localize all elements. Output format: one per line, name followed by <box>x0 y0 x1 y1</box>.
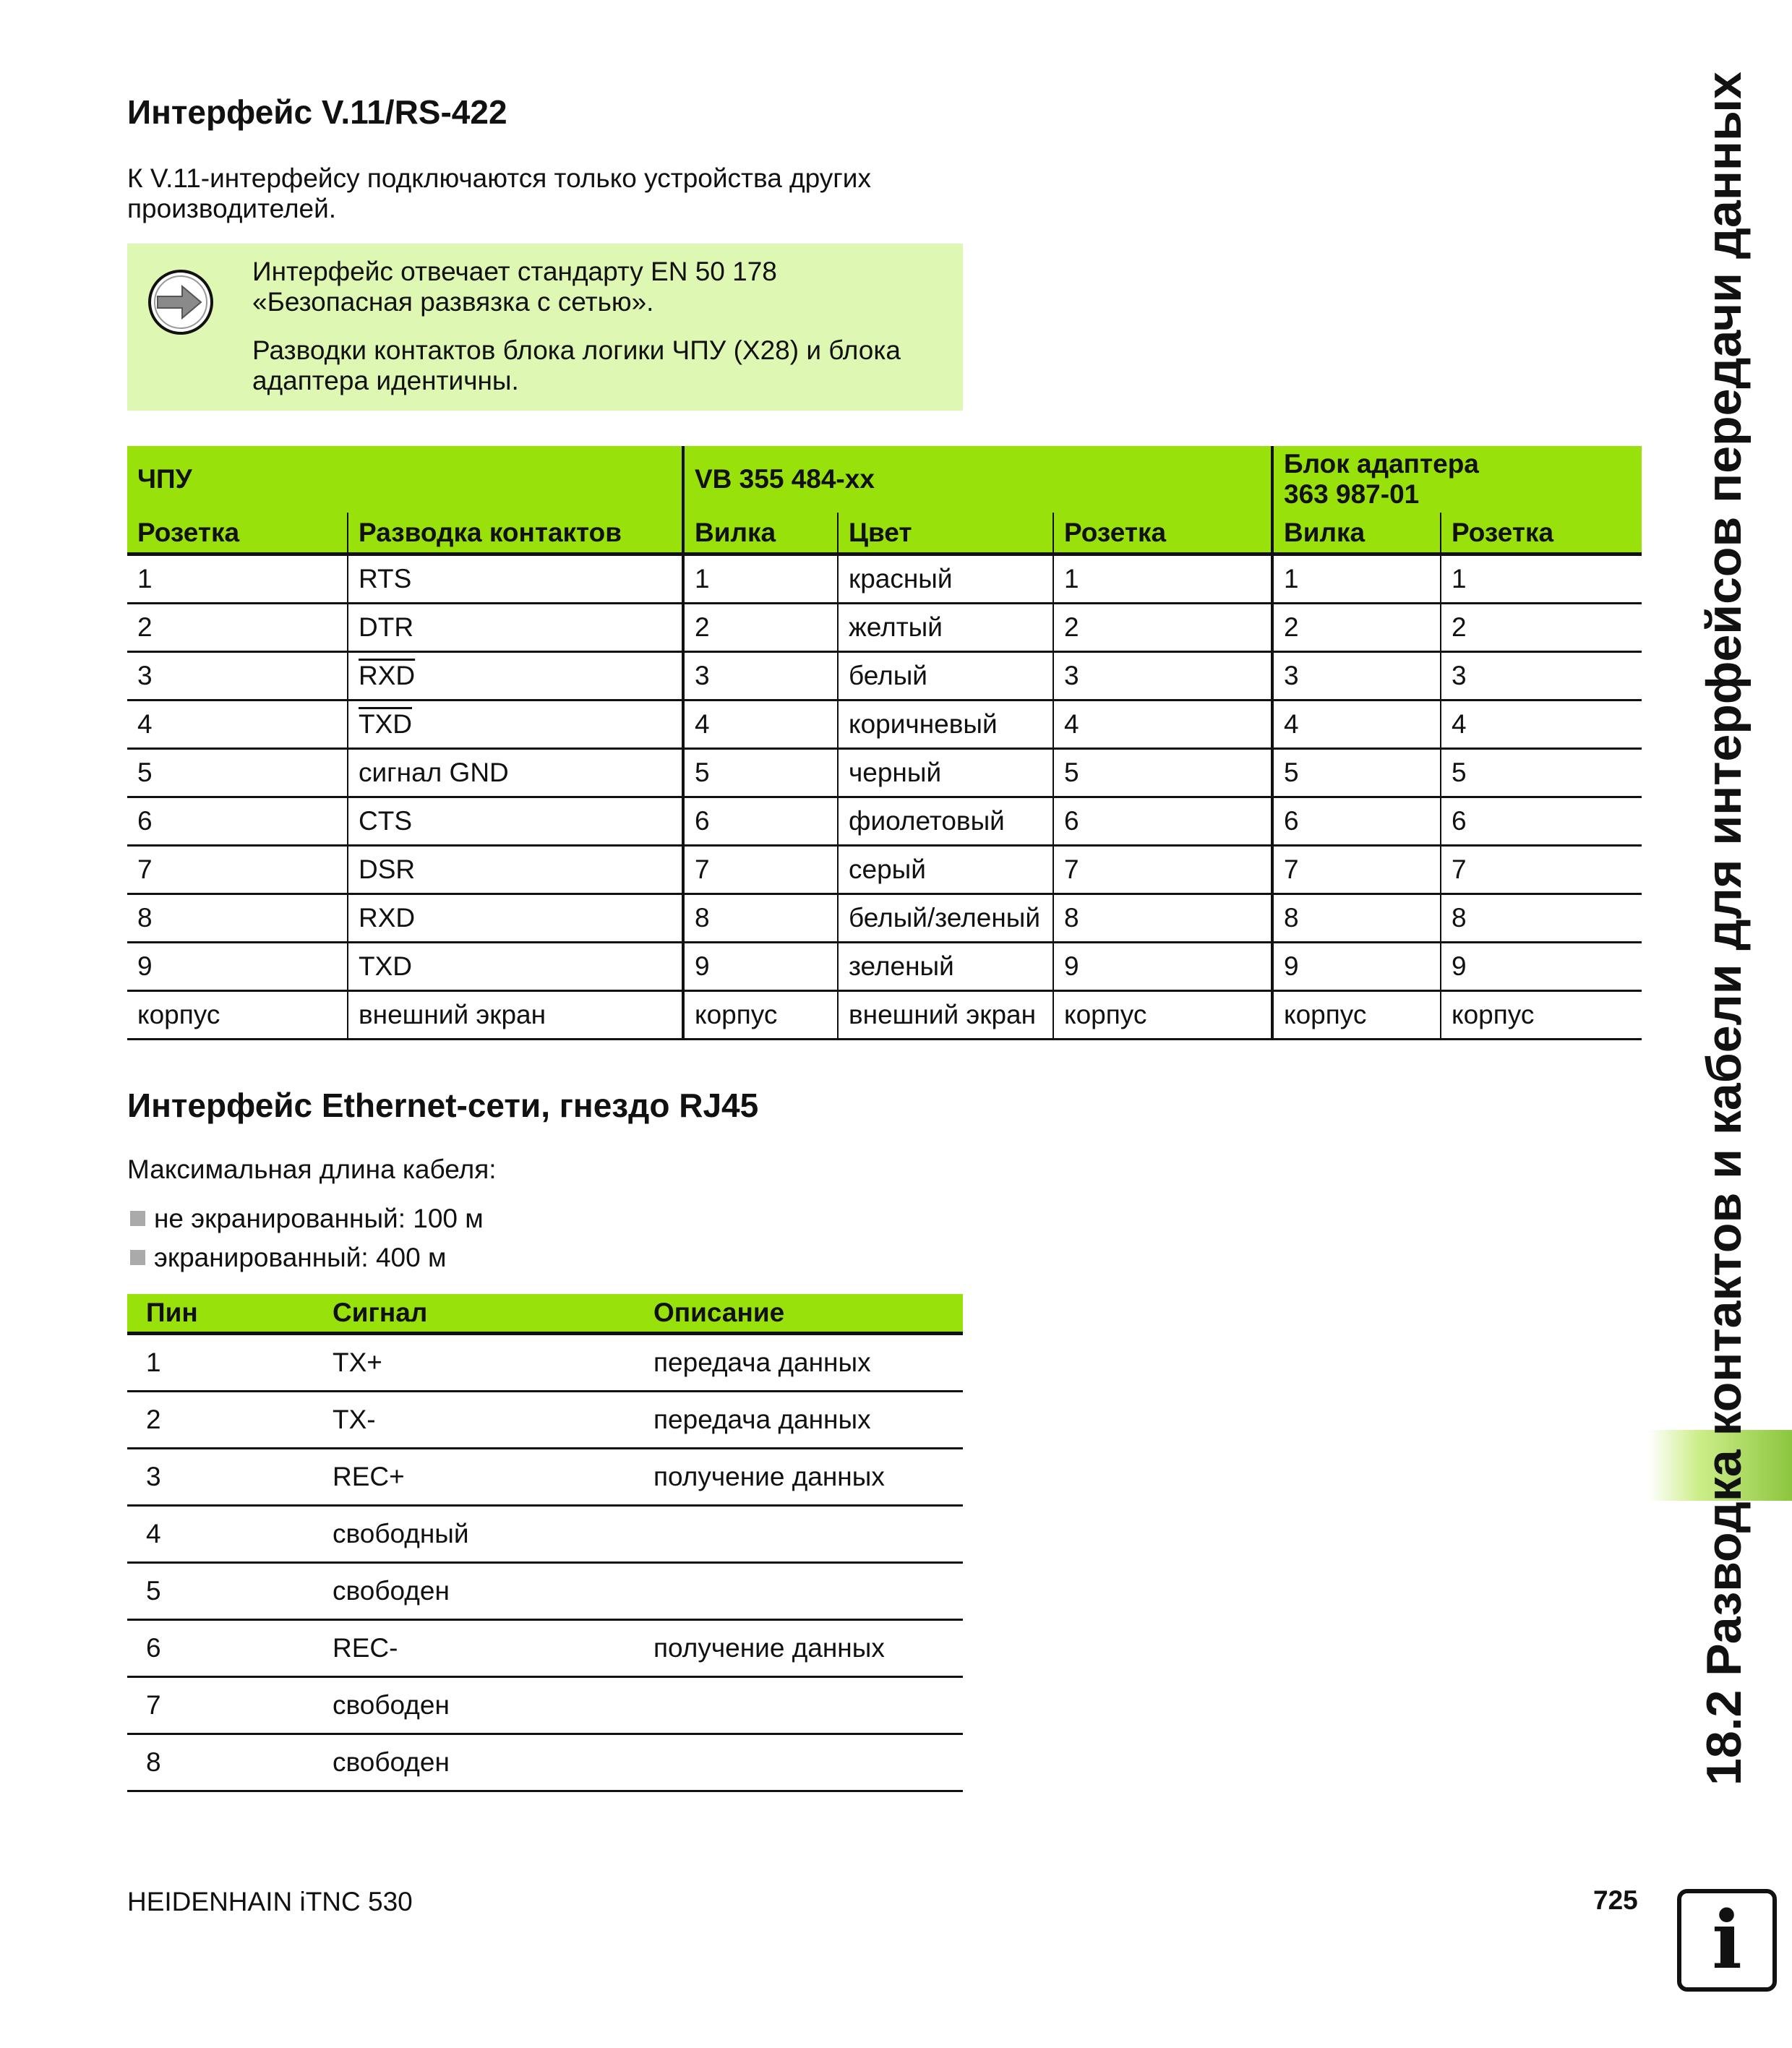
table-cell: 4 <box>1053 700 1272 749</box>
table-cell: белый/зеленый <box>838 894 1053 943</box>
table-row <box>127 991 1642 1040</box>
table-cell: передача данных <box>643 1392 963 1449</box>
table-cell: RXD <box>348 894 683 943</box>
table-cell: 5 <box>1272 749 1441 797</box>
table-cell: 1 <box>127 1334 322 1392</box>
table-cell: 8 <box>683 894 838 943</box>
table-cell: 7 <box>683 846 838 894</box>
table-cell: TXD <box>348 943 683 991</box>
table-cell: 4 <box>127 1506 322 1563</box>
section1-intro: К V.11-интерфейсу подключаются только устройства других производителей. <box>127 163 871 223</box>
section2-title: Интерфейс Ethernet-сети, гнездо RJ45 <box>127 1087 759 1124</box>
table-cell: передача данных <box>643 1334 963 1392</box>
table-row <box>127 749 1642 797</box>
table-cell: свободный <box>322 1506 643 1563</box>
bullet-square-icon <box>130 1211 145 1226</box>
table-cell: 6 <box>1272 797 1441 846</box>
bullet-item: не экранированный: 100 м <box>130 1204 484 1234</box>
table-cell: 4 <box>1441 700 1642 749</box>
table-cell: 9 <box>127 943 348 991</box>
table-cell <box>643 1734 963 1791</box>
table-cell: 3 <box>1272 652 1441 700</box>
table-cell: 5 <box>683 749 838 797</box>
col-plug-2: Вилка <box>1272 513 1441 554</box>
table-cell: свободен <box>322 1677 643 1734</box>
table-row <box>127 1563 963 1620</box>
table-cell: 9 <box>1053 943 1272 991</box>
table-row <box>127 604 1642 652</box>
table-cell: 5 <box>1441 749 1642 797</box>
table-row <box>127 1392 963 1449</box>
note-paragraph-2: Разводки контактов блока логики ЧПУ (X28) и блока адаптера идентичны. <box>252 335 901 395</box>
table-cell: 6 <box>1441 797 1642 846</box>
table-cell: 6 <box>127 797 348 846</box>
table-cell: белый <box>838 652 1053 700</box>
table-cell <box>643 1506 963 1563</box>
table-cell: зеленый <box>838 943 1053 991</box>
table-cell: CTS <box>348 797 683 846</box>
table-cell: $\overline{TXD}$ <box>348 700 683 749</box>
table-row <box>127 1449 963 1506</box>
footer-product: HEIDENHAIN iTNC 530 <box>127 1887 413 1916</box>
table-cell: 4 <box>683 700 838 749</box>
col-plug: Вилка <box>683 513 838 554</box>
table-cell: 6 <box>1053 797 1272 846</box>
table-cell: 7 <box>1053 846 1272 894</box>
table-cell: желтый <box>838 604 1053 652</box>
header-vb-cable: VB 355 484-xx <box>683 446 1272 513</box>
col-socket-2: Розетка <box>1053 513 1272 554</box>
table-cell: корпус <box>1053 991 1272 1040</box>
table-cell: корпус <box>127 991 348 1040</box>
table-cell: $\overline{RXD}$ <box>348 652 683 700</box>
col-socket-3: Розетка <box>1441 513 1642 554</box>
table-cell: корпус <box>1272 991 1441 1040</box>
table-cell: REC+ <box>322 1449 643 1506</box>
table-row <box>127 894 1642 943</box>
rj45-pinout-table <box>127 1294 963 1792</box>
table-cell: 8 <box>1053 894 1272 943</box>
table-cell: 3 <box>683 652 838 700</box>
table-cell: DSR <box>348 846 683 894</box>
table-row <box>127 700 1642 749</box>
table-cell: 5 <box>127 1563 322 1620</box>
info-icon: i <box>1677 1889 1777 1992</box>
table-cell: 4 <box>127 700 348 749</box>
table-row <box>127 1334 963 1392</box>
table-cell: 8 <box>1272 894 1441 943</box>
table-cell <box>643 1677 963 1734</box>
table-cell: RTS <box>348 554 683 604</box>
table-row <box>127 1734 963 1791</box>
table-cell: 7 <box>127 1677 322 1734</box>
table-cell: 7 <box>1441 846 1642 894</box>
table-cell <box>643 1563 963 1620</box>
table-cell: черный <box>838 749 1053 797</box>
table-cell: 6 <box>127 1620 322 1677</box>
bullet-square-icon <box>130 1250 145 1265</box>
section1-title: Интерфейс V.11/RS-422 <box>127 93 507 131</box>
table-cell: TX+ <box>322 1334 643 1392</box>
arrow-right-icon <box>147 269 214 335</box>
header-cnc: ЧПУ <box>137 464 192 494</box>
header-adapter: Блок адаптера 363 987-01 <box>1272 446 1642 513</box>
table-cell: 9 <box>1272 943 1441 991</box>
table-cell: 2 <box>127 604 348 652</box>
table-cell: фиолетовый <box>838 797 1053 846</box>
table-cell: 6 <box>683 797 838 846</box>
rs422-pinout-table <box>127 446 1642 1040</box>
table-cell: внешний экран <box>348 991 683 1040</box>
table-cell: сигнал GND <box>348 749 683 797</box>
table-cell: 1 <box>127 554 348 604</box>
table-cell: 1 <box>1272 554 1441 604</box>
table-cell: корпус <box>683 991 838 1040</box>
table-cell: 2 <box>1053 604 1272 652</box>
col-pin: Пин <box>146 1298 198 1327</box>
table-cell: REC- <box>322 1620 643 1677</box>
table-row <box>127 1506 963 1563</box>
table-cell: 3 <box>1441 652 1642 700</box>
table-cell: внешний экран <box>838 991 1053 1040</box>
table-cell: 2 <box>1272 604 1441 652</box>
table-cell: получение данных <box>643 1620 963 1677</box>
table-cell: DTR <box>348 604 683 652</box>
col-socket: Розетка <box>137 517 240 547</box>
note-box <box>127 244 963 411</box>
table-row <box>127 943 1642 991</box>
table-cell: 2 <box>683 604 838 652</box>
table-row <box>127 1677 963 1734</box>
table-cell: 5 <box>127 749 348 797</box>
table-cell: 7 <box>127 846 348 894</box>
table-cell: свободен <box>322 1563 643 1620</box>
table-cell: 1 <box>1441 554 1642 604</box>
table-cell: серый <box>838 846 1053 894</box>
note-paragraph-1: Интерфейс отвечает стандарту EN 50 178 «Безопасная развязка с сетью». <box>252 257 777 317</box>
table-cell: 7 <box>1272 846 1441 894</box>
table-cell: 9 <box>1441 943 1642 991</box>
table-row <box>127 652 1642 700</box>
table-cell: 3 <box>1053 652 1272 700</box>
bullet-item: экранированный: 400 м <box>130 1243 446 1273</box>
col-color: Цвет <box>838 513 1053 554</box>
table-cell: получение данных <box>643 1449 963 1506</box>
table-cell: TX- <box>322 1392 643 1449</box>
page-number: 725 <box>1593 1885 1638 1915</box>
chapter-title-vertical: 18.2 Разводка контактов и кабели для интерфейсов передачи данных <box>1697 72 1752 1786</box>
table-cell: 9 <box>683 943 838 991</box>
col-description: Описание <box>653 1298 785 1327</box>
table-cell: коричневый <box>838 700 1053 749</box>
col-signal: Сигнал <box>333 1298 428 1327</box>
col-pinout: Разводка контактов <box>348 513 683 554</box>
table-cell: 2 <box>1441 604 1642 652</box>
table-cell: 1 <box>1053 554 1272 604</box>
table-row <box>127 554 1642 604</box>
table-cell: корпус <box>1441 991 1642 1040</box>
table-cell: 8 <box>127 1734 322 1791</box>
section2-intro: Максимальная длина кабеля: <box>127 1154 497 1184</box>
table-cell: 4 <box>1272 700 1441 749</box>
table-cell: 5 <box>1053 749 1272 797</box>
table-row <box>127 797 1642 846</box>
table-cell: 1 <box>683 554 838 604</box>
table-cell: 8 <box>1441 894 1642 943</box>
table-cell: 3 <box>127 1449 322 1506</box>
table-cell: 8 <box>127 894 348 943</box>
table-cell: свободен <box>322 1734 643 1791</box>
table-cell: 3 <box>127 652 348 700</box>
table-cell: 2 <box>127 1392 322 1449</box>
table-cell: красный <box>838 554 1053 604</box>
table-row <box>127 1620 963 1677</box>
table-row <box>127 846 1642 894</box>
